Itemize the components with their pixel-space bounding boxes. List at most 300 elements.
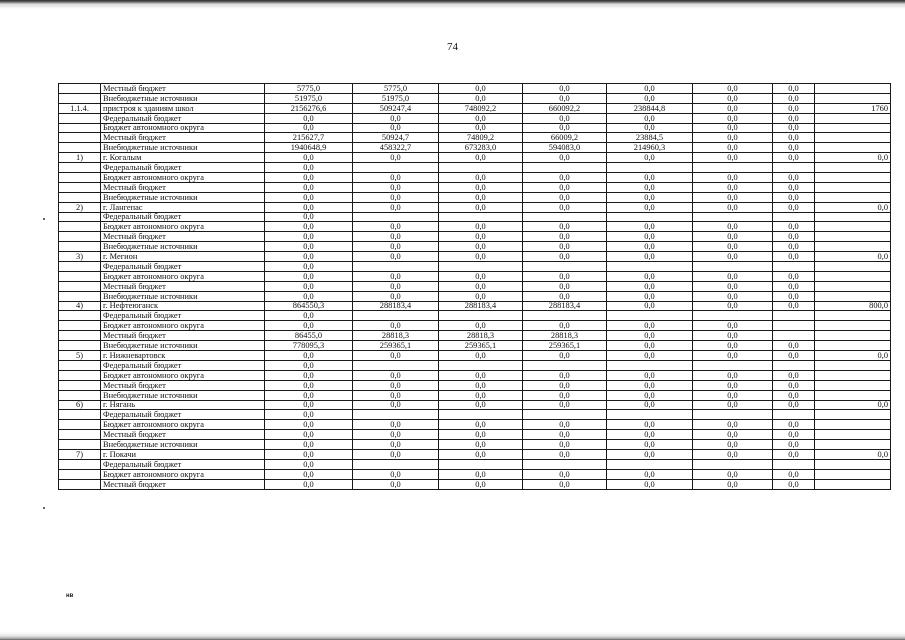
value-cell: 0,0 [607, 440, 693, 450]
table-row [59, 242, 891, 252]
extra-cell [815, 390, 891, 400]
value-cell: 0,0 [607, 321, 693, 331]
value-cell: 0,0 [265, 360, 353, 370]
row-index: 1.1.4. [59, 103, 101, 113]
value-cell: 0,0 [265, 370, 353, 380]
value-cell: 0,0 [523, 232, 607, 242]
value-cell: 288183,4 [439, 301, 523, 311]
value-cell: 0,0 [693, 143, 773, 153]
row-index [59, 479, 101, 489]
value-cell: 0,0 [773, 479, 815, 489]
value-cell: 0,0 [773, 440, 815, 450]
value-cell: 0,0 [439, 370, 523, 380]
value-cell: 0,0 [693, 113, 773, 123]
table-row [59, 113, 891, 123]
table-row [59, 370, 891, 380]
value-cell: 0,0 [523, 113, 607, 123]
value-cell: 0,0 [265, 321, 353, 331]
row-label: г. Нефтеюганск [101, 301, 265, 311]
row-index [59, 182, 101, 192]
row-index [59, 410, 101, 420]
value-cell [693, 410, 773, 420]
row-index [59, 380, 101, 390]
value-cell: 0,0 [693, 173, 773, 183]
row-index [59, 192, 101, 202]
row-index [59, 370, 101, 380]
value-cell: 0,0 [607, 93, 693, 103]
value-cell: 0,0 [353, 222, 439, 232]
value-cell: 0,0 [773, 271, 815, 281]
value-cell: 0,0 [353, 271, 439, 281]
row-label: Федеральный бюджет [101, 459, 265, 469]
value-cell: 0,0 [353, 400, 439, 410]
value-cell: 0,0 [773, 291, 815, 301]
value-cell: 0,0 [353, 113, 439, 123]
row-label: Внебюджетные источники [101, 143, 265, 153]
value-cell: 0,0 [265, 123, 353, 133]
value-cell: 0,0 [693, 153, 773, 163]
value-cell: 0,0 [523, 93, 607, 103]
value-cell: 0,0 [439, 351, 523, 361]
value-cell: 0,0 [773, 182, 815, 192]
table-row [59, 469, 891, 479]
table-row [59, 400, 891, 410]
extra-cell [815, 479, 891, 489]
value-cell: 0,0 [439, 242, 523, 252]
extra-cell [815, 192, 891, 202]
value-cell: 0,0 [439, 321, 523, 331]
value-cell: 0,0 [353, 242, 439, 252]
value-cell [773, 360, 815, 370]
value-cell [523, 262, 607, 272]
value-cell: 0,0 [523, 351, 607, 361]
value-cell: 0,0 [773, 281, 815, 291]
value-cell: 0,0 [693, 192, 773, 202]
value-cell: 0,0 [439, 182, 523, 192]
table-row [59, 123, 891, 133]
value-cell [607, 360, 693, 370]
value-cell [523, 163, 607, 173]
row-label: Федеральный бюджет [101, 262, 265, 272]
value-cell: 0,0 [693, 331, 773, 341]
value-cell: 660092,2 [523, 103, 607, 113]
extra-cell [815, 281, 891, 291]
row-index [59, 113, 101, 123]
value-cell: 0,0 [607, 113, 693, 123]
row-index [59, 331, 101, 341]
value-cell [693, 262, 773, 272]
value-cell: 28818,3 [353, 331, 439, 341]
table-row [59, 192, 891, 202]
extra-cell [815, 410, 891, 420]
table-row [59, 420, 891, 430]
value-cell: 0,0 [523, 440, 607, 450]
extra-cell [815, 311, 891, 321]
value-cell [523, 459, 607, 469]
value-cell: 0,0 [439, 113, 523, 123]
value-cell: 0,0 [693, 351, 773, 361]
extra-cell: 0,0 [815, 153, 891, 163]
table-row [59, 262, 891, 272]
table-row [59, 271, 891, 281]
value-cell: 1940648,9 [265, 143, 353, 153]
value-cell: 0,0 [773, 173, 815, 183]
value-cell: 0,0 [523, 271, 607, 281]
row-label: г. Нягань [101, 400, 265, 410]
value-cell: 0,0 [439, 252, 523, 262]
table-row [59, 360, 891, 370]
value-cell: 2156276,6 [265, 103, 353, 113]
value-cell: 0,0 [607, 469, 693, 479]
row-label: Бюджет автономного округа [101, 123, 265, 133]
value-cell: 0,0 [265, 430, 353, 440]
value-cell: 0,0 [773, 133, 815, 143]
value-cell: 0,0 [607, 351, 693, 361]
extra-cell [815, 321, 891, 331]
value-cell: 0,0 [693, 103, 773, 113]
value-cell: 0,0 [693, 281, 773, 291]
row-index: 6) [59, 400, 101, 410]
value-cell: 0,0 [773, 123, 815, 133]
value-cell: 0,0 [523, 469, 607, 479]
value-cell: 259365,1 [439, 341, 523, 351]
value-cell: 0,0 [693, 222, 773, 232]
value-cell: 0,0 [607, 192, 693, 202]
value-cell [607, 212, 693, 222]
row-label: Бюджет автономного округа [101, 222, 265, 232]
row-label: Бюджет автономного округа [101, 321, 265, 331]
value-cell: 0,0 [523, 370, 607, 380]
value-cell: 778095,3 [265, 341, 353, 351]
extra-cell: 0,0 [815, 351, 891, 361]
value-cell [773, 459, 815, 469]
extra-cell [815, 430, 891, 440]
value-cell: 0,0 [607, 331, 693, 341]
extra-cell [815, 222, 891, 232]
table-row [59, 459, 891, 469]
row-label: Местный бюджет [101, 281, 265, 291]
value-cell: 0,0 [265, 291, 353, 301]
row-index [59, 212, 101, 222]
value-cell: 0,0 [607, 291, 693, 301]
value-cell: 0,0 [607, 222, 693, 232]
value-cell: 673283,0 [439, 143, 523, 153]
value-cell: 0,0 [353, 192, 439, 202]
row-index [59, 321, 101, 331]
extra-cell [815, 341, 891, 351]
value-cell: 0,0 [607, 370, 693, 380]
value-cell: 0,0 [439, 222, 523, 232]
row-index [59, 281, 101, 291]
value-cell [693, 311, 773, 321]
table-row [59, 430, 891, 440]
value-cell [353, 163, 439, 173]
value-cell: 864550,3 [265, 301, 353, 311]
extra-cell: 0,0 [815, 252, 891, 262]
value-cell: 0,0 [693, 133, 773, 143]
value-cell: 509247,4 [353, 103, 439, 113]
row-label: Местный бюджет [101, 479, 265, 489]
extra-cell [815, 173, 891, 183]
value-cell: 0,0 [265, 182, 353, 192]
table-row [59, 232, 891, 242]
extra-cell [815, 370, 891, 380]
value-cell: 0,0 [693, 479, 773, 489]
row-index [59, 311, 101, 321]
extra-cell [815, 212, 891, 222]
table-row [59, 103, 891, 113]
row-index [59, 84, 101, 94]
row-label: Местный бюджет [101, 133, 265, 143]
table-row [59, 351, 891, 361]
value-cell: 0,0 [607, 252, 693, 262]
value-cell: 0,0 [773, 390, 815, 400]
value-cell [607, 262, 693, 272]
row-index: 3) [59, 252, 101, 262]
value-cell: 0,0 [773, 103, 815, 113]
value-cell: 0,0 [265, 222, 353, 232]
value-cell: 0,0 [439, 380, 523, 390]
scan-speck [43, 218, 45, 220]
row-label: Внебюджетные источники [101, 291, 265, 301]
value-cell: 0,0 [773, 113, 815, 123]
table-row [59, 321, 891, 331]
row-index [59, 341, 101, 351]
value-cell: 86455,0 [265, 331, 353, 341]
value-cell: 214960,3 [607, 143, 693, 153]
scan-speck [43, 507, 45, 509]
row-index [59, 262, 101, 272]
row-label: Внебюджетные источники [101, 390, 265, 400]
value-cell: 0,0 [523, 291, 607, 301]
value-cell: 0,0 [523, 173, 607, 183]
value-cell [439, 311, 523, 321]
extra-cell [815, 182, 891, 192]
value-cell: 0,0 [523, 192, 607, 202]
value-cell: 0,0 [265, 232, 353, 242]
extra-cell [815, 93, 891, 103]
value-cell: 0,0 [439, 390, 523, 400]
value-cell: 0,0 [523, 321, 607, 331]
value-cell: 0,0 [773, 351, 815, 361]
extra-cell [815, 331, 891, 341]
row-index: 5) [59, 351, 101, 361]
value-cell: 748092,2 [439, 103, 523, 113]
value-cell: 0,0 [693, 341, 773, 351]
row-index [59, 440, 101, 450]
value-cell: 0,0 [773, 301, 815, 311]
value-cell: 0,0 [439, 93, 523, 103]
value-cell: 50924,7 [353, 133, 439, 143]
value-cell: 0,0 [353, 153, 439, 163]
value-cell: 0,0 [439, 84, 523, 94]
value-cell: 0,0 [607, 341, 693, 351]
value-cell: 0,0 [439, 430, 523, 440]
value-cell [353, 262, 439, 272]
value-cell [773, 410, 815, 420]
value-cell: 0,0 [265, 212, 353, 222]
value-cell: 0,0 [607, 242, 693, 252]
value-cell: 0,0 [353, 321, 439, 331]
value-cell: 0,0 [439, 232, 523, 242]
extra-cell [815, 113, 891, 123]
value-cell: 0,0 [353, 232, 439, 242]
table-row [59, 173, 891, 183]
value-cell: 0,0 [693, 301, 773, 311]
value-cell: 0,0 [523, 153, 607, 163]
table-row [59, 311, 891, 321]
value-cell [523, 360, 607, 370]
value-cell: 0,0 [523, 182, 607, 192]
table-row [59, 281, 891, 291]
value-cell: 0,0 [523, 281, 607, 291]
extra-cell [815, 133, 891, 143]
value-cell: 0,0 [693, 469, 773, 479]
value-cell: 0,0 [439, 123, 523, 133]
value-cell [773, 262, 815, 272]
value-cell: 0,0 [265, 271, 353, 281]
value-cell: 0,0 [439, 291, 523, 301]
value-cell: 0,0 [439, 271, 523, 281]
value-cell [439, 163, 523, 173]
value-cell: 0,0 [523, 380, 607, 390]
value-cell: 0,0 [693, 420, 773, 430]
table-row [59, 133, 891, 143]
value-cell: 0,0 [523, 84, 607, 94]
value-cell: 0,0 [265, 459, 353, 469]
value-cell: 0,0 [693, 321, 773, 331]
value-cell [773, 311, 815, 321]
value-cell [439, 360, 523, 370]
value-cell: 215627,7 [265, 133, 353, 143]
value-cell: 0,0 [439, 440, 523, 450]
row-label: г. Мегион [101, 252, 265, 262]
value-cell: 0,0 [353, 430, 439, 440]
value-cell: 0,0 [353, 479, 439, 489]
value-cell: 0,0 [693, 449, 773, 459]
table-row [59, 301, 891, 311]
value-cell: 0,0 [265, 252, 353, 262]
value-cell: 0,0 [353, 380, 439, 390]
row-index [59, 93, 101, 103]
row-index [59, 360, 101, 370]
row-label: Федеральный бюджет [101, 113, 265, 123]
value-cell: 288183,4 [523, 301, 607, 311]
value-cell: 0,0 [265, 400, 353, 410]
value-cell: 0,0 [265, 440, 353, 450]
value-cell: 0,0 [265, 153, 353, 163]
value-cell [353, 212, 439, 222]
value-cell [773, 321, 815, 331]
table-row [59, 390, 891, 400]
value-cell: 0,0 [265, 242, 353, 252]
row-label: г. Когалым [101, 153, 265, 163]
row-label: Федеральный бюджет [101, 410, 265, 420]
value-cell: 0,0 [265, 281, 353, 291]
value-cell: 0,0 [607, 232, 693, 242]
value-cell [607, 311, 693, 321]
value-cell: 0,0 [693, 400, 773, 410]
value-cell: 288183,4 [353, 301, 439, 311]
value-cell: 0,0 [693, 202, 773, 212]
value-cell: 0,0 [439, 469, 523, 479]
value-cell: 0,0 [265, 469, 353, 479]
row-index [59, 163, 101, 173]
value-cell: 0,0 [607, 430, 693, 440]
value-cell: 0,0 [607, 301, 693, 311]
value-cell: 0,0 [523, 400, 607, 410]
value-cell: 0,0 [523, 123, 607, 133]
extra-cell: 800,0 [815, 301, 891, 311]
table-row [59, 449, 891, 459]
value-cell: 0,0 [265, 311, 353, 321]
value-cell: 0,0 [523, 242, 607, 252]
value-cell [353, 459, 439, 469]
value-cell: 0,0 [607, 400, 693, 410]
row-index: 7) [59, 449, 101, 459]
value-cell: 0,0 [353, 202, 439, 212]
table-row [59, 291, 891, 301]
table-row [59, 222, 891, 232]
value-cell [607, 163, 693, 173]
value-cell [439, 410, 523, 420]
value-cell: 0,0 [773, 430, 815, 440]
row-label: Местный бюджет [101, 430, 265, 440]
value-cell: 0,0 [773, 469, 815, 479]
value-cell: 51975,0 [353, 93, 439, 103]
row-index [59, 133, 101, 143]
value-cell: 0,0 [693, 232, 773, 242]
value-cell: 0,0 [607, 173, 693, 183]
value-cell [439, 212, 523, 222]
row-index [59, 123, 101, 133]
scan-top-edge [0, 0, 905, 14]
value-cell: 0,0 [265, 420, 353, 430]
value-cell: 0,0 [607, 153, 693, 163]
value-cell: 0,0 [265, 351, 353, 361]
value-cell: 0,0 [607, 420, 693, 430]
row-label: Внебюджетные источники [101, 242, 265, 252]
row-label: Федеральный бюджет [101, 163, 265, 173]
row-label: пристроя к зданиям школ [101, 103, 265, 113]
value-cell: 0,0 [523, 252, 607, 262]
value-cell: 0,0 [607, 123, 693, 133]
value-cell: 0,0 [607, 380, 693, 390]
value-cell: 0,0 [353, 390, 439, 400]
extra-cell [815, 271, 891, 281]
value-cell: 5775,0 [265, 84, 353, 94]
row-label: Бюджет автономного округа [101, 370, 265, 380]
table-row [59, 93, 891, 103]
value-cell [693, 459, 773, 469]
value-cell: 259365,1 [523, 341, 607, 351]
row-index [59, 222, 101, 232]
value-cell: 0,0 [693, 440, 773, 450]
value-cell: 0,0 [353, 449, 439, 459]
value-cell [439, 459, 523, 469]
row-label: Внебюджетные источники [101, 93, 265, 103]
value-cell: 28818,3 [439, 331, 523, 341]
table-row [59, 252, 891, 262]
extra-cell [815, 123, 891, 133]
row-label: Внебюджетные источники [101, 341, 265, 351]
row-label: г. Покачи [101, 449, 265, 459]
value-cell [607, 459, 693, 469]
value-cell: 51975,0 [265, 93, 353, 103]
table-row [59, 341, 891, 351]
value-cell: 0,0 [353, 420, 439, 430]
value-cell: 0,0 [773, 380, 815, 390]
